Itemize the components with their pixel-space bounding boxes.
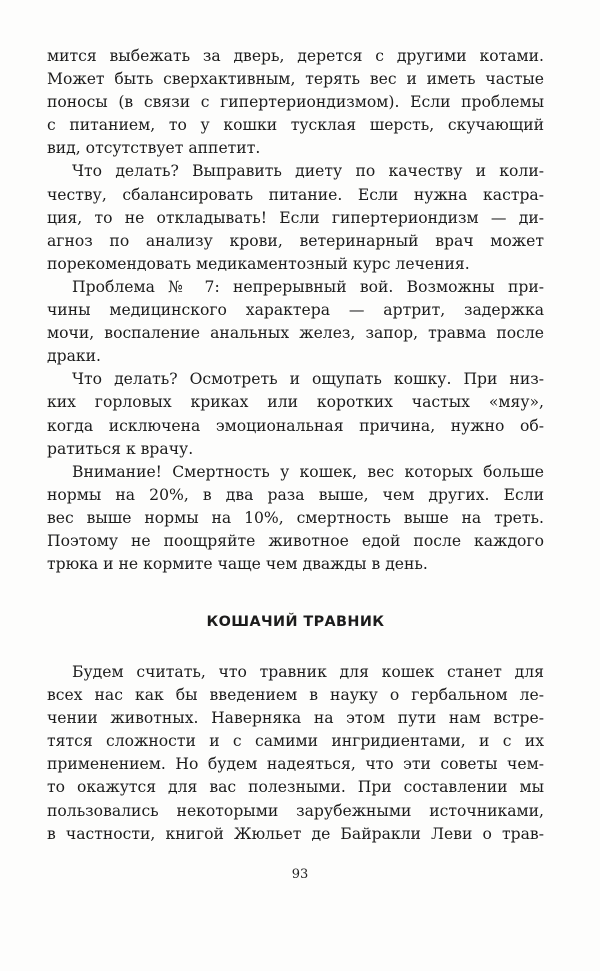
text-line: мочи, воспаление анальных желез, запор, травма после	[47, 324, 544, 343]
text-line: вес выше нормы на 10%, смертность выше на треть.	[47, 508, 544, 527]
text-line: порекомендовать медикаментозный курс лечения.	[47, 254, 470, 273]
text-line: нормы на 20%, в два раза выше, чем других. Если	[47, 485, 544, 504]
text-line: драки.	[47, 347, 101, 366]
text-line: чины медицинского характера — артрит, задержка	[47, 301, 544, 320]
text-line: Что делать? Выправить диету по качеству и коли-	[72, 162, 544, 181]
text-line: тятся сложности и с самими ингридиентами, и с их	[47, 732, 544, 751]
text-line: ких горловых криках или коротких частых «мяу»,	[47, 393, 544, 412]
text-line: всех нас как бы введением в науку о гербальном ле-	[47, 686, 544, 705]
text-line: Что делать? Осмотреть и ощупать кошку. При низ-	[72, 370, 544, 389]
text-line: мится выбежать за дверь, дерется с другими котами.	[47, 47, 544, 65]
text-line: ратиться к врачу.	[47, 439, 194, 458]
text-line: пользовались некоторыми зарубежными источниками,	[47, 801, 544, 820]
text-line: ция, то не откладывать! Если гипертериондизм — ди-	[47, 208, 544, 227]
text-line: то окажутся для вас полезными. При составлении мы	[47, 778, 544, 797]
section-heading: КОШАЧИЙ ТРАВНИК	[206, 614, 385, 630]
text-line: честву, сбалансировать питание. Если нужна кастра-	[47, 185, 544, 204]
body-text-top	[47, 45, 544, 576]
text-line: агноз по анализу крови, ветеринарный врач может	[47, 231, 544, 250]
text-line: Будем считать, что травник для кошек станет для	[72, 663, 544, 681]
text-line: Проблема № 7: непрерывный вой. Возможны при-	[72, 277, 544, 296]
text-line: в частности, книгой Жюльет де Байракли Леви о трав-	[47, 824, 544, 843]
text-line: Может быть сверхактивным, терять вес и иметь частые	[47, 70, 544, 89]
text-line: вид, отсутствует аппетит.	[47, 139, 261, 158]
text-line: чении животных. Наверняка на этом пути нам встре-	[47, 709, 544, 728]
text-line: применением. Но будем надеяться, что эти советы чем-	[47, 755, 544, 774]
text-line: Внимание! Смертность у кошек, вес которых больше	[72, 462, 544, 481]
body-text-bottom	[47, 661, 544, 846]
text-line: с питанием, то у кошки тусклая шерсть, скучающий	[47, 116, 544, 135]
text-line: поносы (в связи с гипертериондизмом). Если проблемы	[47, 93, 544, 112]
page-number: 93	[291, 867, 309, 882]
text-line: когда исключена эмоциональная причина, нужно об-	[47, 416, 544, 435]
text-line: трюка и не кормите чаще чем дважды в день.	[47, 555, 428, 574]
text-line: Поэтому не поощряйте животное едой после каждого	[47, 531, 544, 550]
